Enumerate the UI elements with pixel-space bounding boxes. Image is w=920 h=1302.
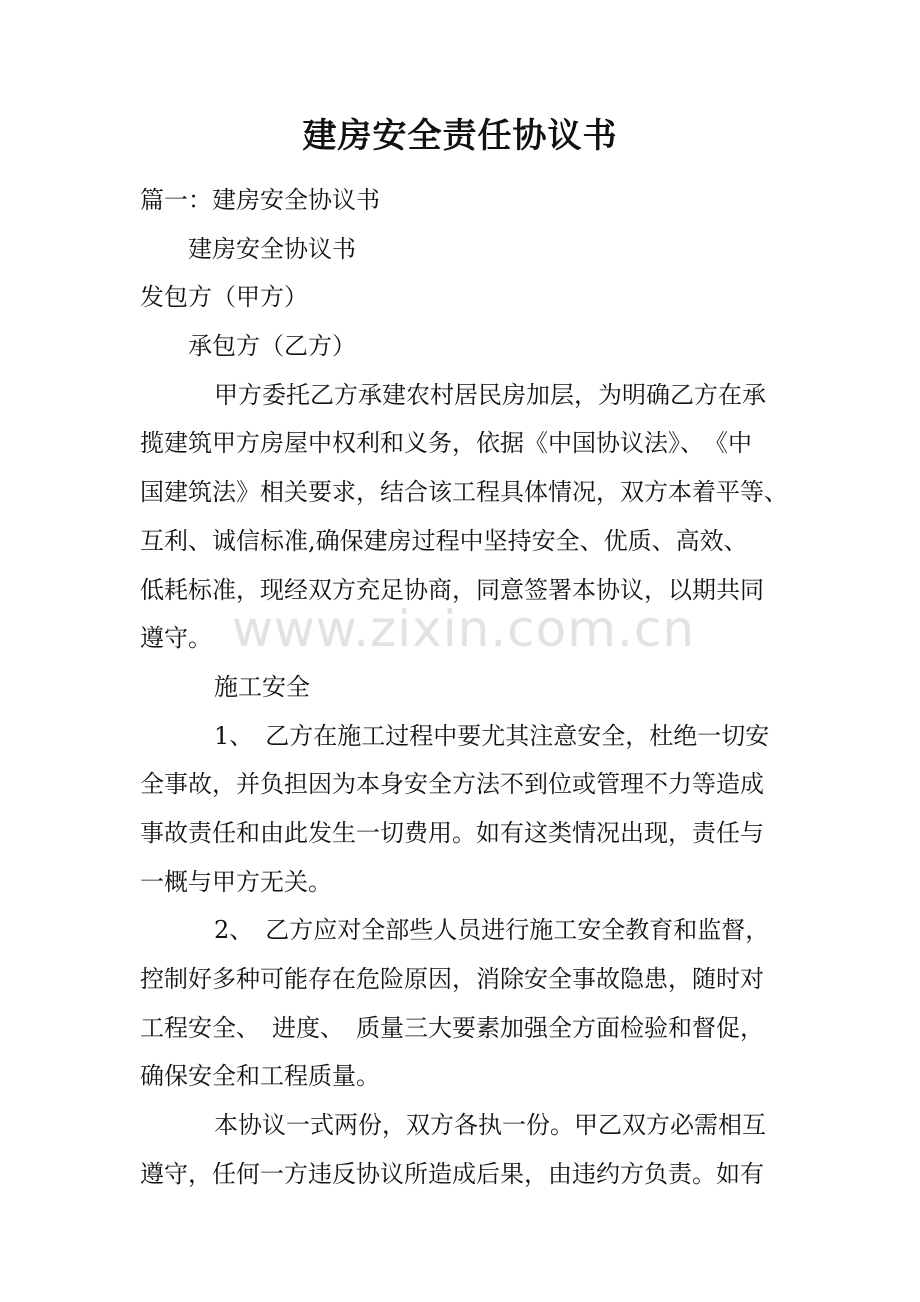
clause-line: 1、 乙方在施工过程中要尤其注意安全，杜绝一切安: [214, 721, 770, 750]
section-heading-safety: 施工安全: [214, 672, 310, 701]
paragraph-line: 遵守。: [140, 624, 212, 653]
document-title: 建房安全责任协议书: [302, 116, 618, 156]
paragraph-line: 互利、诚信标准,确保建房过程中坚持安全、优质、高效、: [140, 526, 748, 555]
paragraph-line: 低耗标准，现经双方充足协商，同意签署本协议，以期共同: [140, 575, 764, 604]
party-b-line: 承包方（乙方）: [188, 332, 356, 361]
watermark-text: www.zixin.com.cn: [232, 600, 696, 658]
clause-line: 确保安全和工程质量。: [140, 1062, 380, 1091]
section-heading: 篇一：建房安全协议书: [140, 186, 380, 214]
clause-line: 一概与甲方无关。: [140, 867, 332, 896]
document-body: [140, 176, 788, 1198]
subheading: 建房安全协议书: [188, 234, 356, 263]
paragraph-line: 遵守，任何一方违反协议所造成后果，由违约方负责。如有: [140, 1159, 764, 1188]
clause-line: 控制好多种可能存在危险原因，消除安全事故隐患，随时对: [140, 965, 764, 993]
clause-line: 全事故，并负担因为本身安全方法不到位或管理不力等造成: [140, 770, 764, 799]
party-a-line: 发包方（甲方）: [140, 283, 308, 312]
clause-line: 2、 乙方应对全部些人员进行施工安全教育和监督，: [214, 916, 770, 945]
paragraph-line: 甲方委托乙方承建农村居民房加层，为明确乙方在承: [214, 380, 766, 409]
paragraph-line: 本协议一式两份，双方各执一份。甲乙双方必需相互: [214, 1111, 766, 1140]
clause-line: 工程安全、 进度、 质量三大要素加强全方面检验和督促，: [140, 1013, 764, 1042]
clause-line: 事故责任和由此发生一切费用。如有这类情况出现，责任与: [140, 818, 764, 847]
paragraph-line: 国建筑法》相关要求，结合该工程具体情况，双方本着平等、: [140, 478, 788, 507]
paragraph-line: 揽建筑甲方房屋中权利和义务，依据《中国协议法》、 《中: [140, 429, 752, 458]
